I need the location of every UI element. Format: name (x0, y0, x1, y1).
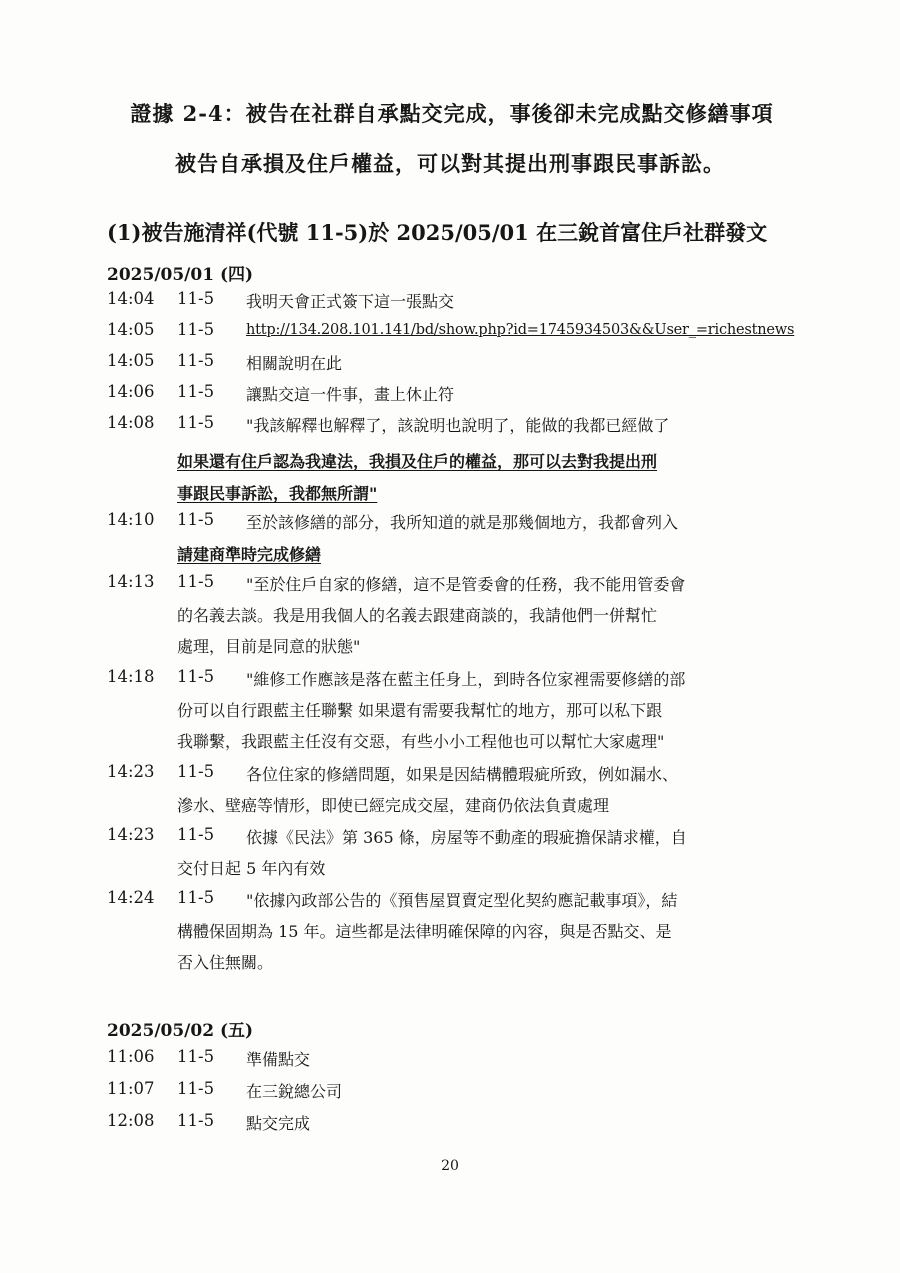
entry-time: 11:06 (107, 1047, 155, 1066)
entry-text: 份可以自行跟藍主任聯繫 如果還有需要我幫忙的地方，那可以私下跟 (177, 701, 663, 720)
entry-code: 11-5 (177, 825, 215, 844)
entry-text: "我該解釋也解釋了，該說明也說明了，能做的我都已經做了 (246, 416, 670, 435)
entry-time: 14:05 (107, 351, 155, 370)
entry-text: 構體保固期為 15 年。這些都是法律明確保障的內容，與是否點交、是 (177, 922, 672, 941)
entry-time: 14:10 (107, 510, 155, 529)
date-heading-day1: 2025/05/01 (四) (107, 265, 254, 285)
entry-code: 11-5 (177, 289, 215, 308)
entry-link[interactable]: http://134.208.101.141/bd/show.php?id=1745934503&&User_=richestnews (246, 322, 795, 338)
entry-text-highlight: 事跟民事訴訟，我都無所謂" (177, 484, 378, 503)
evidence-title-line-1: 證據 2-4：被告在社群自承點交完成，事後卻未完成點交修繕事項 (130, 101, 774, 126)
entry-text-highlight: 如果還有住戶認為我違法，我損及住戶的權益，那可以去對我提出刑 (177, 452, 658, 471)
entry-time: 12:08 (107, 1111, 155, 1130)
entry-time: 14:13 (107, 572, 155, 591)
entry-text: 準備點交 (246, 1050, 311, 1069)
entry-time: 14:18 (107, 667, 155, 686)
entry-text: 否入住無關。 (177, 953, 274, 972)
entry-code: 11-5 (177, 667, 215, 686)
entry-text-highlight: 請建商準時完成修繕 (177, 545, 322, 564)
entry-code: 11-5 (177, 320, 215, 339)
evidence-title-line-2: 被告自承損及住戶權益，可以對其提出刑事跟民事訴訟。 (175, 151, 725, 176)
entry-time: 14:04 (107, 289, 155, 308)
section-title: (1)被告施清祥(代號 11-5)於 2025/05/01 在三銳首富住戶社群發文 (107, 220, 768, 245)
entry-text: "維修工作應該是落在藍主任身上，到時各位家裡需要修繕的部 (246, 670, 686, 689)
entry-text: 讓點交這一件事，畫上休止符 (246, 385, 455, 404)
entry-text: 我明天會正式簽下這一張點交 (246, 292, 455, 311)
page-number: 20 (441, 1158, 459, 1174)
entry-time: 14:23 (107, 825, 155, 844)
entry-text: 我聯繫，我跟藍主任沒有交惡，有些小小工程他也可以幫忙大家處理" (177, 732, 665, 751)
entry-code: 11-5 (177, 572, 215, 591)
entry-text: 交付日起 5 年內有效 (177, 859, 326, 878)
entry-code: 11-5 (177, 413, 215, 432)
entry-code: 11-5 (177, 762, 215, 781)
entry-text: 的名義去談。我是用我個人的名義去跟建商談的，我請他們一併幫忙 (177, 606, 658, 625)
entry-text: "依據內政部公告的《預售屋買賣定型化契約應記載事項》，結 (246, 891, 678, 910)
entry-code: 11-5 (177, 510, 215, 529)
date-heading-day2: 2025/05/02 (五) (107, 1021, 254, 1041)
entry-time: 14:06 (107, 382, 155, 401)
entry-code: 11-5 (177, 1079, 215, 1098)
entry-code: 11-5 (177, 382, 215, 401)
entry-time: 14:05 (107, 320, 155, 339)
entry-time: 14:24 (107, 888, 155, 907)
entry-code: 11-5 (177, 351, 215, 370)
entry-text: 處理，目前是同意的狀態" (177, 637, 361, 656)
entry-time: 14:08 (107, 413, 155, 432)
entry-text: 在三銳總公司 (246, 1082, 343, 1101)
entry-code: 11-5 (177, 888, 215, 907)
entry-time: 11:07 (107, 1079, 155, 1098)
entry-text: 相關說明在此 (246, 354, 343, 373)
entry-time: 14:23 (107, 762, 155, 781)
entry-text: 滲水、壁癌等情形，即使已經完成交屋，建商仍依法負責處理 (177, 796, 610, 815)
entry-text: 各位住家的修繕問題，如果是因結構體瑕疵所致，例如漏水、 (246, 765, 679, 784)
entry-text: 至於該修繕的部分，我所知道的就是那幾個地方，我都會列入 (246, 513, 679, 532)
entry-text: 依據《民法》第 365 條，房屋等不動產的瑕疵擔保請求權，自 (246, 828, 687, 847)
entry-code: 11-5 (177, 1111, 215, 1130)
entry-code: 11-5 (177, 1047, 215, 1066)
entry-text: 點交完成 (246, 1114, 311, 1133)
entry-text: "至於住戶自家的修繕，這不是管委會的任務，我不能用管委會 (246, 575, 686, 594)
